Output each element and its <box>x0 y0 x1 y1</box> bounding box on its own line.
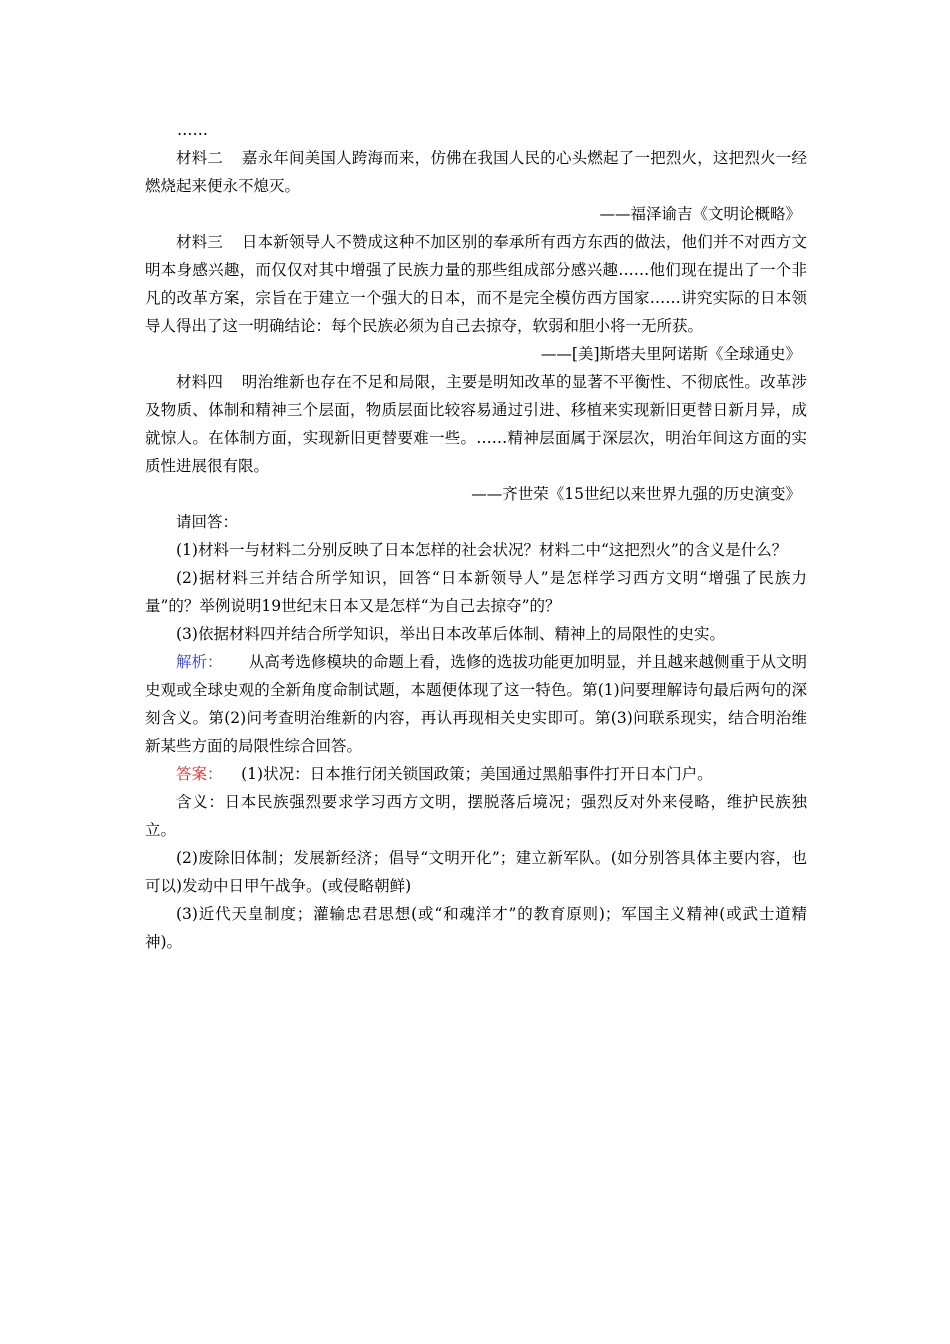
material-4-paragraph <box>145 368 807 480</box>
answer-3: (3)近代天皇制度；灌输忠君思想(或“和魂洋才”的教育原则)；军国主义精神(或武士道精神)。 <box>145 905 807 951</box>
answer-label: 答案： <box>176 765 223 783</box>
material-4-text: 明治维新也存在不足和局限，主要是明知改革的显著不平衡性、不彻底性。改革涉及物质、体制和精神三个层面，物质层面比较容易通过引进、移植来实现新旧更替日新月异，成就惊人。在体制方面，实现新旧更替要难一些。……精神层面属于深层次，明治年间这方面的实质性进展很有限。 <box>145 373 807 475</box>
material-3-paragraph <box>145 228 807 340</box>
material-3-text: 日本新领导人不赞成这种不加区别的奉承所有西方东西的做法，他们并不对西方文明本身感兴趣，而仅仅对其中增强了民族力量的那些组成部分感兴趣……他们现在提出了一个非凡的改革方案，宗旨在于建立一个强大的日本，而不是完全模仿西方国家……讲究实际的日本领导人得出了这一明确结论：每个民族必须为自己去掠夺，软弱和胆小将一无所获。 <box>145 233 807 335</box>
material-3-source: ——[美]斯塔夫里阿诺斯《全球通史》 <box>540 345 801 363</box>
analysis-paragraph <box>145 648 807 760</box>
analysis-label: 解析： <box>176 653 223 671</box>
question-2: (2)据材料三并结合所学知识，回答“日本新领导人”是怎样学习西方文明“增强了民族力量”的？举例说明19世纪末日本又是怎样“为自己去掠夺”的？ <box>145 569 807 615</box>
answer-paragraph <box>145 760 807 788</box>
answer-1-meaning: 含义：日本民族强烈要求学习西方文明，摆脱落后境况；强烈反对外来侵略，维护民族独立。 <box>145 793 807 839</box>
material-2-label: 材料二 <box>176 149 224 167</box>
material-2-paragraph <box>145 144 807 200</box>
question-1: (1)材料一与材料二分别反映了日本怎样的社会状况？材料二中“这把烈火”的含义是什么？ <box>176 541 788 559</box>
answer-prompt: 请回答： <box>176 513 239 531</box>
document-body <box>145 116 807 956</box>
analysis-text: 从高考选修模块的命题上看，选修的选拔功能更加明显，并且越来越侧重于从文明史观或全球史观的全新角度命制试题，本题便体现了这一特色。第(1)问要理解诗句最后两句的深刻含义。第(2)问考查明治维新的内容，再认再现相关史实即可。第(3)问联系现实，结合明治维新某些方面的局限性综合回答。 <box>145 653 807 755</box>
material-2-text: 嘉永年间美国人跨海而来，仿佛在我国人民的心头燃起了一把烈火，这把烈火一经燃烧起来便永不熄灭。 <box>145 149 807 195</box>
material-4-label: 材料四 <box>176 373 224 391</box>
ellipsis: …… <box>177 121 208 139</box>
question-3: (3)依据材料四并结合所学知识，举出日本改革后体制、精神上的局限性的史实。 <box>176 625 725 643</box>
answer-2: (2)废除旧体制；发展新经济；倡导“文明开化”；建立新军队。(如分别答具体主要内容，也可以)发动中日甲午战争。(或侵略朝鲜) <box>145 849 807 895</box>
material-3-label: 材料三 <box>176 233 224 251</box>
material-4-source: ——齐世荣《15世纪以来世界九强的历史演变》 <box>471 485 801 503</box>
material-2-source: ——福泽谕吉《文明论概略》 <box>599 205 801 223</box>
answer-1: (1)状况：日本推行闭关锁国政策；美国通过黑船事件打开日本门户。 <box>241 765 713 783</box>
